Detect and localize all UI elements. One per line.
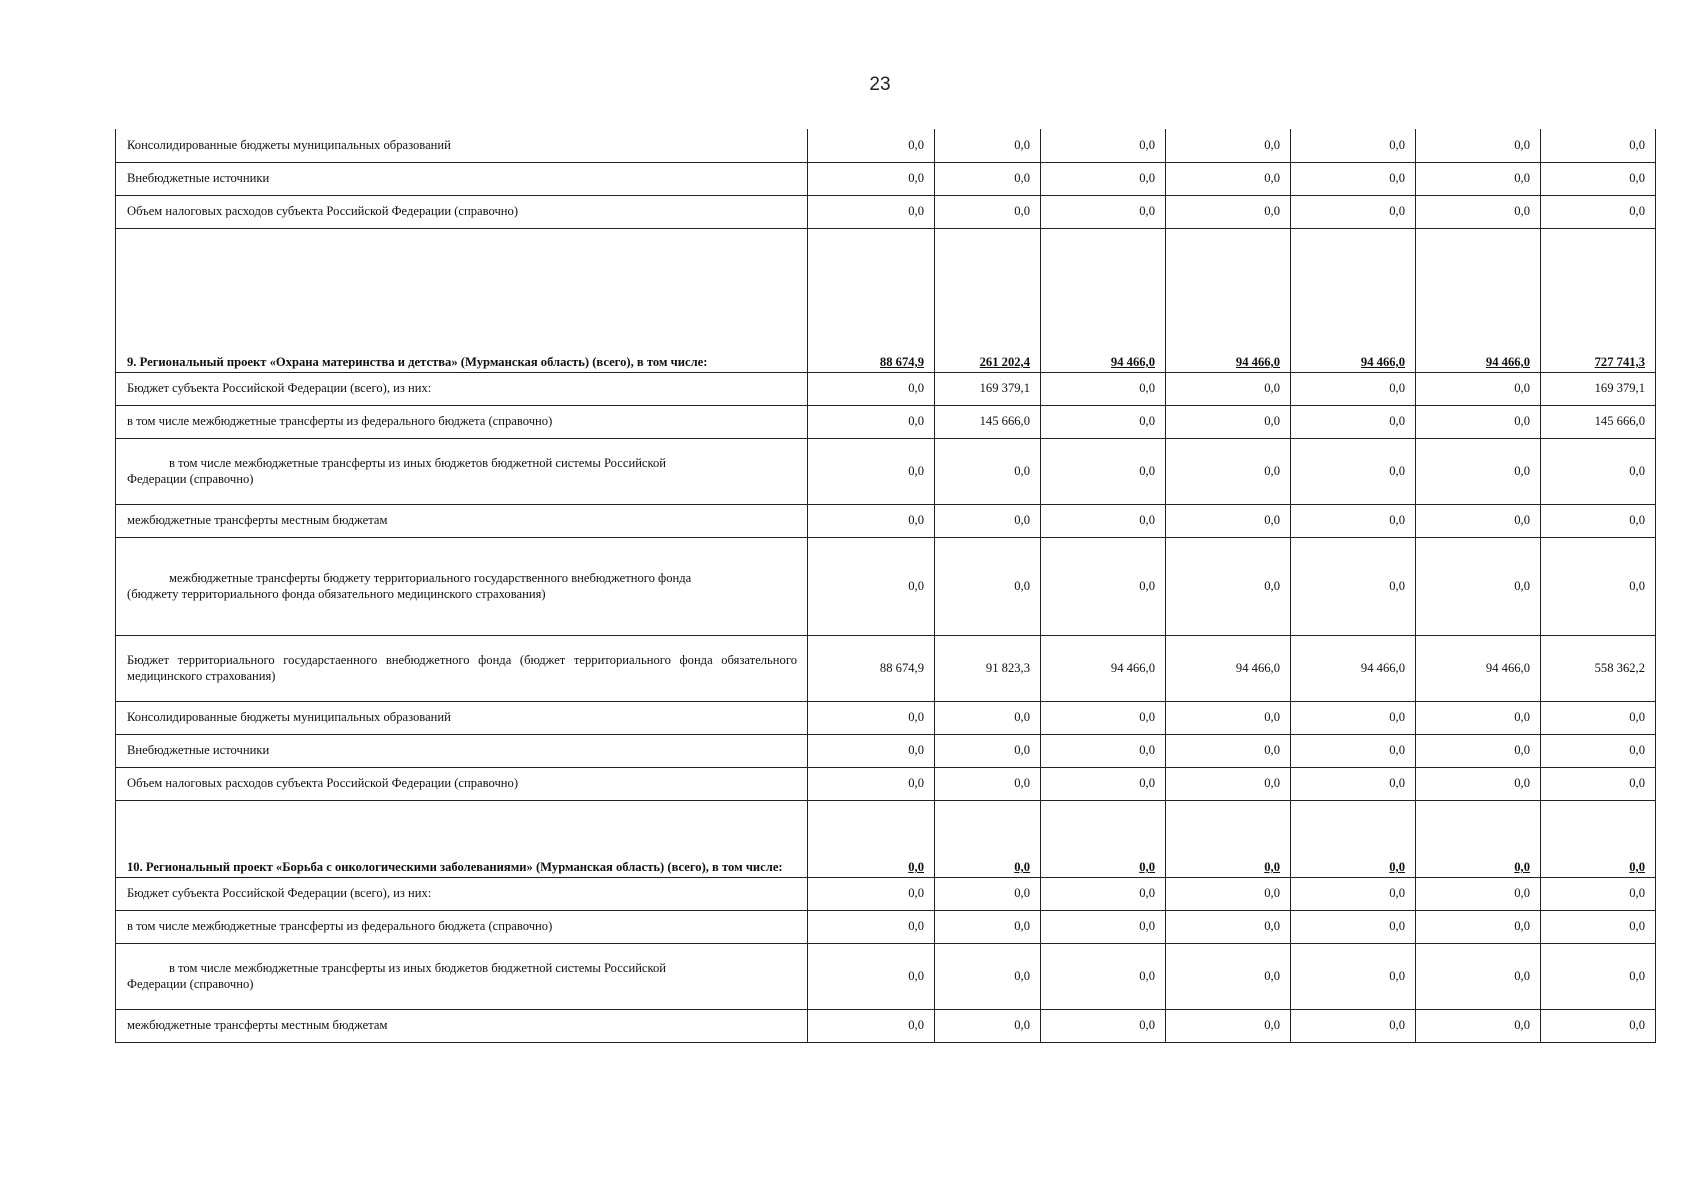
value-cell: 0,0: [1541, 910, 1656, 943]
value-cell: 0,0: [1416, 910, 1541, 943]
value-cell: 0,0: [1541, 162, 1656, 195]
value-cell: 0,0: [1291, 734, 1416, 767]
value-cell: 0,0: [1541, 767, 1656, 800]
value-cell: 0,0: [1166, 405, 1291, 438]
value-cell: 0,0: [1291, 504, 1416, 537]
row-label: Консолидированные бюджеты муниципальных образований: [116, 701, 808, 734]
row-label: 10. Региональный проект «Борьба с онкологическими заболеваниями» (Мурманская область) (всего), в том числе:: [116, 800, 808, 877]
value-cell: 0,0: [808, 438, 935, 504]
value-cell: 0,0: [808, 734, 935, 767]
row-label: в том числе межбюджетные трансферты из федерального бюджета (справочно): [116, 910, 808, 943]
value-cell: 0,0: [935, 734, 1041, 767]
value-cell: 0,0: [935, 195, 1041, 228]
value-cell: 0,0: [1041, 877, 1166, 910]
value-cell: 0,0: [808, 767, 935, 800]
value-cell: 0,0: [1416, 405, 1541, 438]
value-cell: 0,0: [1166, 943, 1291, 1009]
value-cell: 169 379,1: [1541, 372, 1656, 405]
table-row: [116, 767, 1656, 800]
value-cell: 0,0: [1041, 405, 1166, 438]
row-label-line-2: Федерации (справочно): [127, 977, 254, 991]
value-cell: 558 362,2: [1541, 635, 1656, 701]
row-label: 9. Региональный проект «Охрана материнства и детства» (Мурманская область) (всего), в том числе:: [116, 228, 808, 372]
value-cell: 0,0: [935, 701, 1041, 734]
value-cell: 0,0: [1541, 504, 1656, 537]
value-cell: 0,0: [1166, 162, 1291, 195]
value-cell: 0,0: [1541, 734, 1656, 767]
table-row: [116, 504, 1656, 537]
value-cell: 0,0: [1166, 372, 1291, 405]
value-cell: 0,0: [808, 504, 935, 537]
value-cell: 88 674,9: [808, 228, 935, 372]
value-cell: 94 466,0: [1416, 228, 1541, 372]
value-cell: 0,0: [1166, 504, 1291, 537]
value-cell: 0,0: [1166, 800, 1291, 877]
table-row: [116, 734, 1656, 767]
value-cell: 0,0: [1541, 877, 1656, 910]
value-cell: 0,0: [1416, 767, 1541, 800]
value-cell: 0,0: [1416, 129, 1541, 162]
value-cell: 0,0: [1541, 1009, 1656, 1042]
value-cell: 0,0: [808, 195, 935, 228]
row-label-line-1: в том числе межбюджетные трансферты из иных бюджетов бюджетной системы Российской: [169, 960, 667, 975]
value-cell: 0,0: [1291, 129, 1416, 162]
value-cell: 0,0: [1541, 129, 1656, 162]
value-cell: 0,0: [1166, 438, 1291, 504]
value-cell: 0,0: [1166, 1009, 1291, 1042]
value-cell: 0,0: [1041, 129, 1166, 162]
value-cell: 0,0: [1541, 195, 1656, 228]
row-label: [116, 438, 808, 504]
row-label-line-2: (бюджету территориального фонда обязательного медицинского страхования): [127, 587, 546, 601]
table-row: [116, 129, 1656, 162]
table-row: [116, 162, 1656, 195]
value-cell: 0,0: [808, 910, 935, 943]
value-cell: 0,0: [935, 877, 1041, 910]
row-label: Внебюджетные источники: [116, 162, 808, 195]
value-cell: 0,0: [1041, 734, 1166, 767]
row-label: [116, 943, 808, 1009]
table-row: [116, 537, 1656, 635]
value-cell: 0,0: [1416, 372, 1541, 405]
table-row: [116, 405, 1656, 438]
budget-table-body: [116, 129, 1656, 1042]
value-cell: 0,0: [1166, 910, 1291, 943]
value-cell: 0,0: [935, 1009, 1041, 1042]
value-cell: 94 466,0: [1166, 228, 1291, 372]
value-cell: 0,0: [1291, 537, 1416, 635]
value-cell: 0,0: [1041, 1009, 1166, 1042]
value-cell: 0,0: [1291, 877, 1416, 910]
value-cell: 0,0: [935, 910, 1041, 943]
row-label: межбюджетные трансферты местным бюджетам: [116, 504, 808, 537]
value-cell: 0,0: [1041, 767, 1166, 800]
value-cell: 0,0: [1291, 943, 1416, 1009]
value-cell: 94 466,0: [1166, 635, 1291, 701]
value-cell: 0,0: [1416, 195, 1541, 228]
value-cell: 0,0: [1041, 195, 1166, 228]
value-cell: 169 379,1: [935, 372, 1041, 405]
value-cell: 0,0: [1291, 1009, 1416, 1042]
value-cell: 0,0: [1291, 405, 1416, 438]
value-cell: 88 674,9: [808, 635, 935, 701]
value-cell: 0,0: [1291, 195, 1416, 228]
value-cell: 0,0: [935, 767, 1041, 800]
value-cell: 0,0: [1541, 438, 1656, 504]
value-cell: 0,0: [1416, 877, 1541, 910]
row-label: Бюджет субъекта Российской Федерации (всего), из них:: [116, 877, 808, 910]
table-row: [116, 701, 1656, 734]
value-cell: 0,0: [808, 800, 935, 877]
value-cell: 0,0: [1041, 162, 1166, 195]
value-cell: 0,0: [808, 129, 935, 162]
value-cell: 0,0: [1291, 800, 1416, 877]
value-cell: 91 823,3: [935, 635, 1041, 701]
value-cell: 0,0: [808, 1009, 935, 1042]
row-label: в том числе межбюджетные трансферты из федерального бюджета (справочно): [116, 405, 808, 438]
page-number: 23: [869, 74, 891, 95]
value-cell: 94 466,0: [1041, 635, 1166, 701]
row-label: Бюджет территориального государстаенного внебюджетного фонда (бюджет территориального фонда обязательного медицинского страхования): [116, 635, 808, 701]
value-cell: 0,0: [808, 537, 935, 635]
value-cell: 0,0: [1166, 195, 1291, 228]
value-cell: 0,0: [935, 504, 1041, 537]
row-label-line-1: межбюджетные трансферты бюджету территориального государственного внебюджетного фонда: [169, 570, 692, 585]
value-cell: 0,0: [1166, 734, 1291, 767]
value-cell: 261 202,4: [935, 228, 1041, 372]
value-cell: 0,0: [1166, 537, 1291, 635]
value-cell: 94 466,0: [1041, 228, 1166, 372]
value-cell: 0,0: [1291, 767, 1416, 800]
value-cell: 0,0: [1166, 129, 1291, 162]
value-cell: 0,0: [935, 537, 1041, 635]
value-cell: 0,0: [1416, 537, 1541, 635]
value-cell: 0,0: [1041, 800, 1166, 877]
value-cell: 94 466,0: [1291, 228, 1416, 372]
value-cell: 94 466,0: [1291, 635, 1416, 701]
value-cell: 0,0: [808, 701, 935, 734]
row-label: Внебюджетные источники: [116, 734, 808, 767]
value-cell: 94 466,0: [1416, 635, 1541, 701]
value-cell: 0,0: [808, 405, 935, 438]
table-row: [116, 438, 1656, 504]
value-cell: 0,0: [1416, 943, 1541, 1009]
table-row: [116, 800, 1656, 877]
table-row: [116, 910, 1656, 943]
value-cell: 0,0: [1541, 800, 1656, 877]
value-cell: 0,0: [1166, 877, 1291, 910]
table-row: [116, 1009, 1656, 1042]
value-cell: 0,0: [1041, 438, 1166, 504]
value-cell: 0,0: [1291, 372, 1416, 405]
value-cell: 0,0: [1041, 943, 1166, 1009]
value-cell: 0,0: [1416, 438, 1541, 504]
value-cell: 0,0: [1041, 701, 1166, 734]
table-row: [116, 372, 1656, 405]
value-cell: 0,0: [1041, 372, 1166, 405]
value-cell: 0,0: [808, 877, 935, 910]
row-label-line-2: Федерации (справочно): [127, 472, 254, 486]
value-cell: 0,0: [1291, 701, 1416, 734]
value-cell: 0,0: [808, 943, 935, 1009]
value-cell: 0,0: [1416, 734, 1541, 767]
row-label: межбюджетные трансферты местным бюджетам: [116, 1009, 808, 1042]
value-cell: 145 666,0: [1541, 405, 1656, 438]
value-cell: 0,0: [935, 943, 1041, 1009]
row-label: Бюджет субъекта Российской Федерации (всего), из них:: [116, 372, 808, 405]
value-cell: 0,0: [1291, 438, 1416, 504]
value-cell: 0,0: [1416, 162, 1541, 195]
value-cell: 0,0: [935, 800, 1041, 877]
value-cell: 0,0: [935, 129, 1041, 162]
value-cell: 0,0: [1166, 767, 1291, 800]
value-cell: 0,0: [808, 162, 935, 195]
row-label: Консолидированные бюджеты муниципальных образований: [116, 129, 808, 162]
value-cell: 0,0: [1416, 701, 1541, 734]
value-cell: 0,0: [1041, 537, 1166, 635]
table-row: [116, 635, 1656, 701]
value-cell: 0,0: [1416, 504, 1541, 537]
table-row: [116, 228, 1656, 372]
value-cell: 0,0: [1416, 800, 1541, 877]
value-cell: 0,0: [935, 162, 1041, 195]
table-row: [116, 195, 1656, 228]
value-cell: 0,0: [1541, 537, 1656, 635]
value-cell: 0,0: [1166, 701, 1291, 734]
row-label: Объем налоговых расходов субъекта Российской Федерации (справочно): [116, 767, 808, 800]
table-row: [116, 943, 1656, 1009]
value-cell: 0,0: [1541, 701, 1656, 734]
value-cell: 0,0: [1291, 162, 1416, 195]
table-row: [116, 877, 1656, 910]
value-cell: 0,0: [1541, 943, 1656, 1009]
row-label: Объем налоговых расходов субъекта Российской Федерации (справочно): [116, 195, 808, 228]
value-cell: 0,0: [1041, 910, 1166, 943]
value-cell: 0,0: [1416, 1009, 1541, 1042]
value-cell: 0,0: [1291, 910, 1416, 943]
value-cell: 0,0: [808, 372, 935, 405]
budget-table: [115, 129, 1656, 1043]
row-label: [116, 537, 808, 635]
row-label-line-1: в том числе межбюджетные трансферты из иных бюджетов бюджетной системы Российской: [169, 455, 667, 470]
value-cell: 727 741,3: [1541, 228, 1656, 372]
value-cell: 145 666,0: [935, 405, 1041, 438]
value-cell: 0,0: [1041, 504, 1166, 537]
value-cell: 0,0: [935, 438, 1041, 504]
